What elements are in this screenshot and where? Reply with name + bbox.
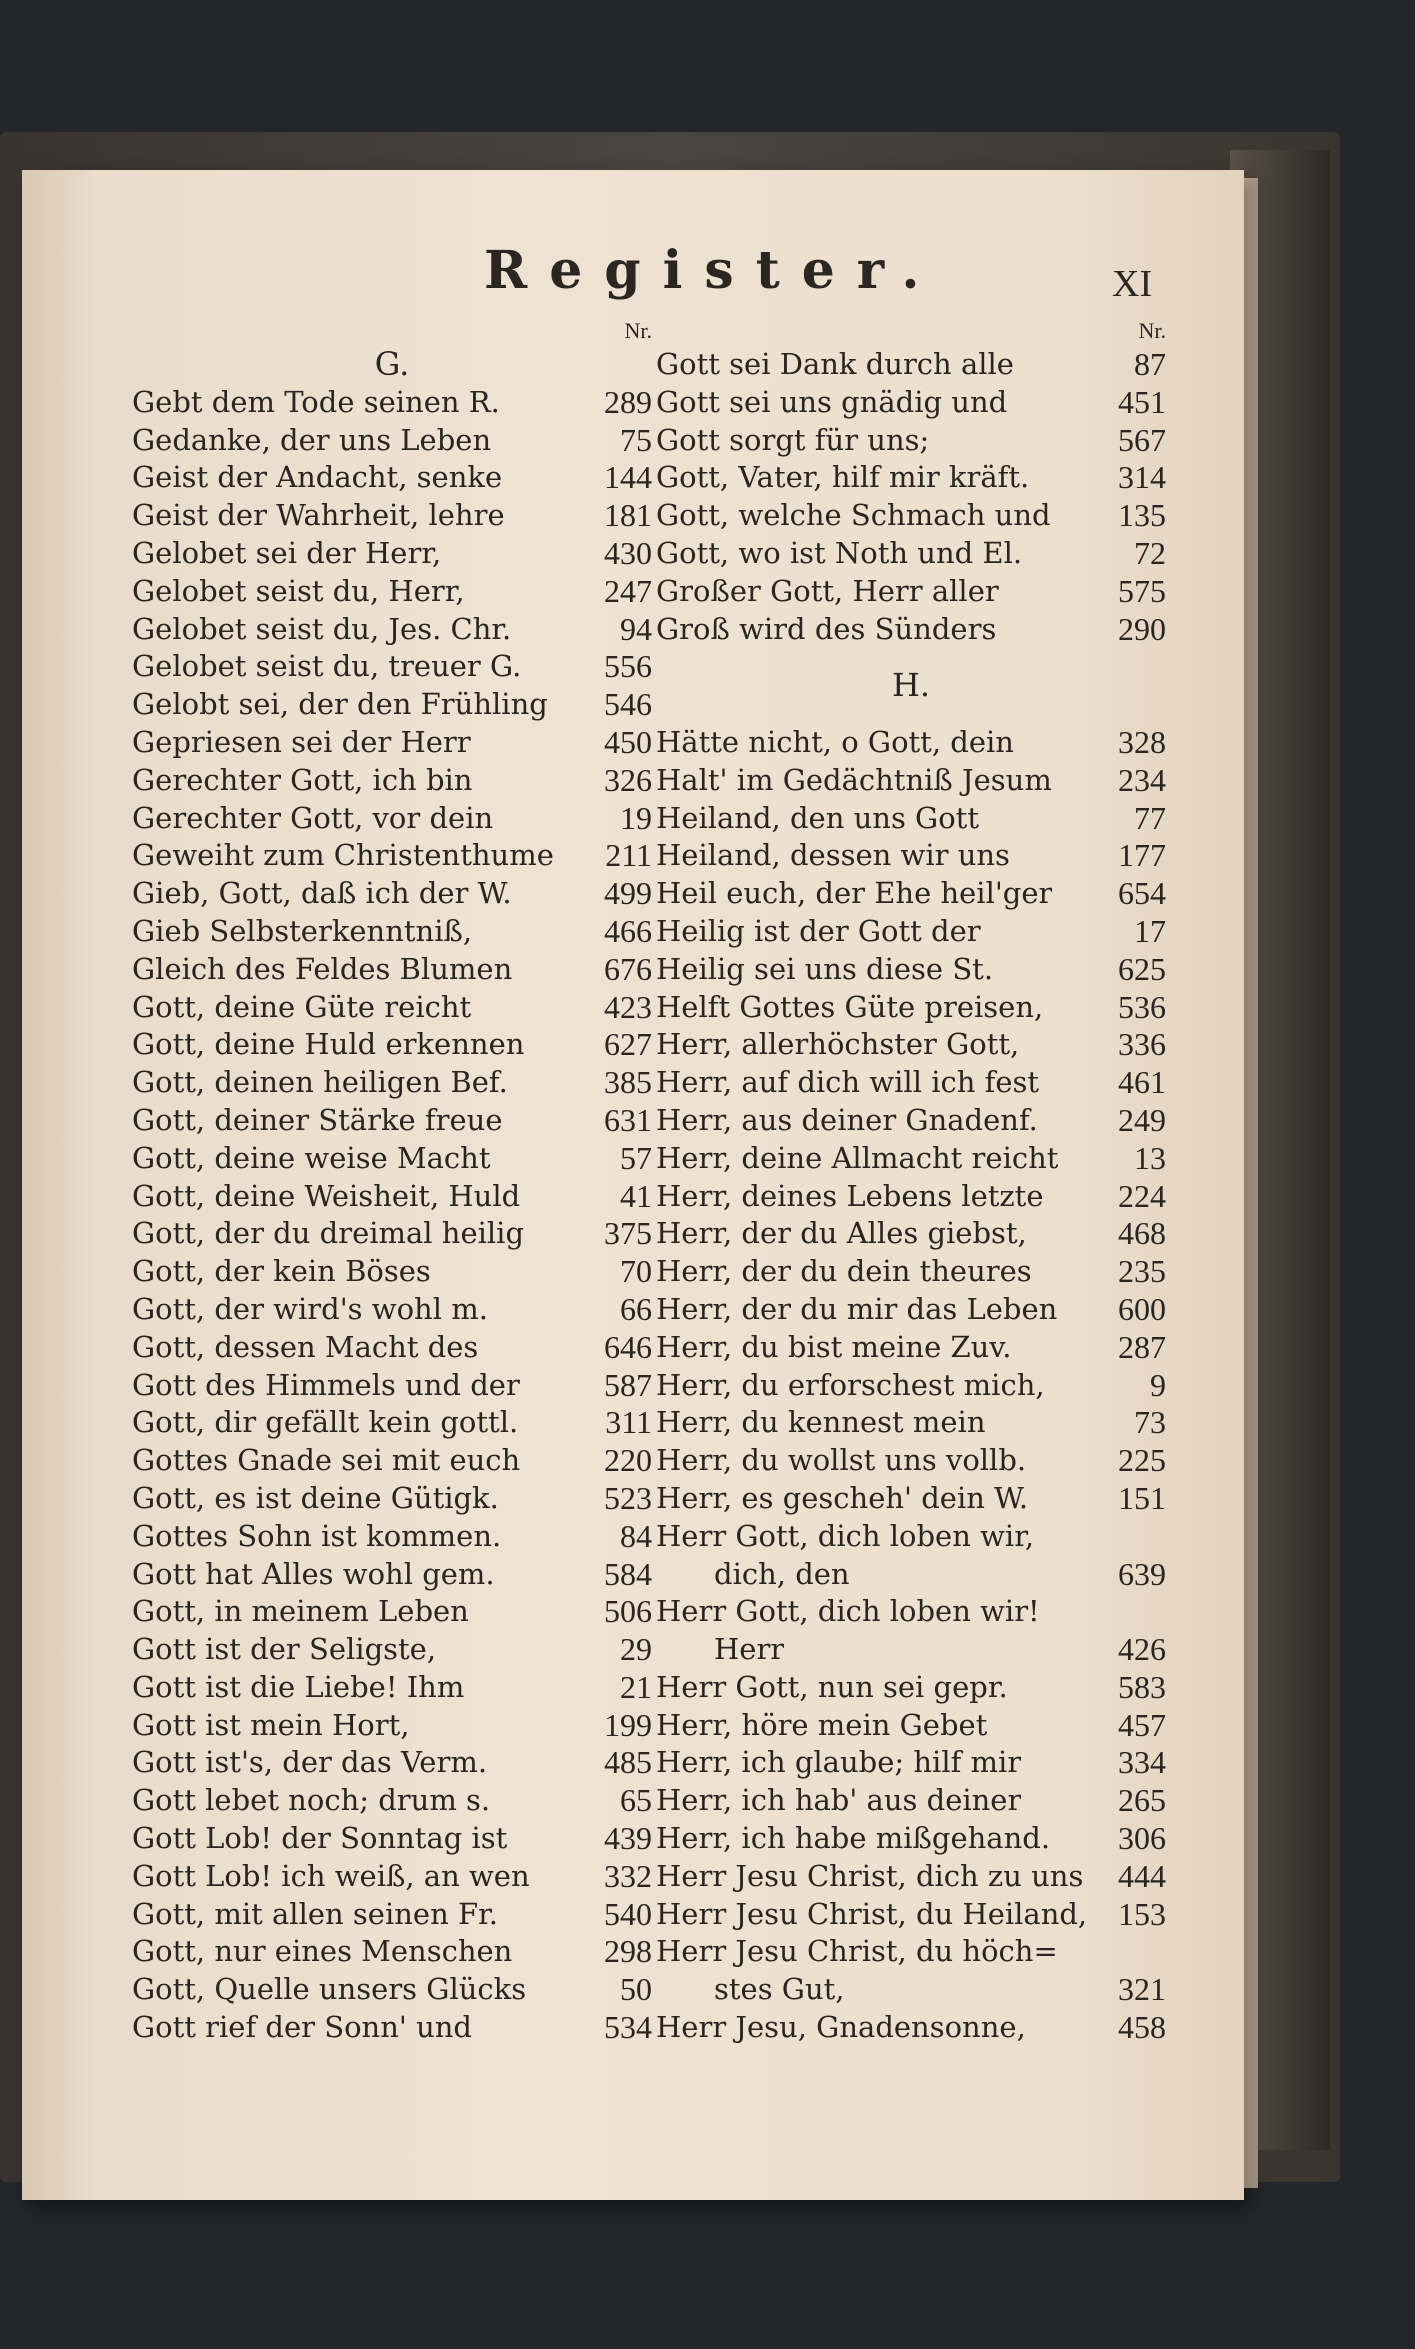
index-entry	[656, 611, 1166, 649]
index-entry	[132, 1291, 652, 1329]
entry-title: Herr, ich habe mißgehand.	[656, 1821, 1051, 1856]
index-entry	[132, 1215, 652, 1253]
entry-title: Gerechter Gott, ich bin	[132, 762, 473, 797]
entry-title: Gott ist die Liebe! Ihm	[132, 1669, 465, 1704]
entry-title: Heiland, dessen wir uns	[656, 838, 1010, 873]
entry-title: Gott, der du dreimal heilig	[132, 1216, 525, 1251]
entry-title: Herr Gott, dich loben wir!	[656, 1594, 1040, 1629]
entry-number: 423	[604, 988, 652, 1025]
entry-title: Gott, wo ist Noth und El.	[656, 535, 1023, 570]
left-column	[132, 318, 652, 2047]
index-entry	[132, 1026, 652, 1064]
entry-number: 249	[1118, 1101, 1166, 1138]
entry-number: 430	[604, 534, 652, 571]
entry-number: 444	[1118, 1857, 1166, 1894]
entry-number: 332	[604, 1857, 652, 1894]
index-entry	[132, 1782, 652, 1820]
entry-title: Geist der Wahrheit, lehre	[132, 498, 505, 533]
entry-title: Gott, Quelle unsers Glücks	[132, 1972, 527, 2007]
index-entry	[656, 989, 1166, 1027]
entry-number: 506	[604, 1593, 652, 1630]
entry-title: Heilig sei uns diese St.	[656, 951, 994, 986]
entry-title: Gott, deine Weisheit, Huld	[132, 1178, 521, 1213]
entry-number: 426	[1118, 1631, 1166, 1668]
index-entry	[132, 384, 652, 422]
entry-number: 220	[604, 1442, 652, 1479]
index-entry	[656, 837, 1166, 875]
entry-number: 234	[1118, 761, 1166, 798]
entry-number: 450	[604, 723, 652, 760]
entry-number: 153	[1118, 1895, 1166, 1932]
entry-title: Herr, höre mein Gebet	[656, 1707, 988, 1742]
entry-number: 87	[1134, 346, 1166, 382]
entry-title: Gelobet seist du, treuer G.	[132, 649, 522, 684]
right-column	[656, 318, 1166, 2047]
entry-number: 177	[1118, 837, 1166, 874]
entry-title: Herr Jesu Christ, dich zu uns	[656, 1858, 1084, 1893]
entry-title: Großer Gott, Herr aller	[656, 573, 999, 608]
entry-number: 639	[1118, 1555, 1166, 1592]
entry-number: 485	[604, 1744, 652, 1781]
index-entry	[656, 1896, 1166, 1934]
entry-number: 676	[604, 950, 652, 987]
entry-number: 57	[620, 1139, 652, 1176]
entry-number: 321	[1118, 1971, 1166, 2008]
index-entry	[656, 724, 1166, 762]
entry-number: 600	[1118, 1290, 1166, 1327]
index-entry	[132, 686, 652, 724]
index-entry	[656, 1669, 1166, 1707]
index-entry	[656, 1971, 1166, 2009]
index-entry	[656, 1367, 1166, 1405]
entry-title: Hätte nicht, o Gott, dein	[656, 724, 1014, 759]
index-entry	[132, 1404, 652, 1442]
entry-title: Herr, ich glaube; hilf mir	[656, 1745, 1022, 1780]
entry-title: Herr, der du Alles giebst,	[656, 1216, 1027, 1251]
index-entry	[132, 1971, 652, 2009]
entry-title: Herr, es gescheh' dein W.	[656, 1480, 1029, 1515]
index-entry	[132, 535, 652, 573]
entry-title: Gott, deiner Stärke freue	[132, 1102, 503, 1137]
entry-number: 84	[620, 1517, 652, 1554]
entry-title: Herr, du wollst uns vollb.	[656, 1443, 1027, 1478]
entry-title: Gott sorgt für uns;	[656, 422, 930, 457]
entry-title: Gott sei uns gnädig und	[656, 384, 1008, 419]
entry-title: Gottes Sohn ist kommen.	[132, 1518, 502, 1553]
section-heading: H.	[891, 666, 931, 705]
entry-number: 199	[604, 1706, 652, 1743]
entry-title: Gottes Gnade sei mit euch	[132, 1443, 521, 1478]
entry-title: Gott rief der Sonn' und	[132, 2010, 472, 2045]
index-entry	[656, 1707, 1166, 1745]
entry-title: Gott sei Dank durch alle	[656, 347, 1014, 381]
index-entry	[132, 1593, 652, 1631]
index-entry	[656, 913, 1166, 951]
index-entry	[656, 535, 1166, 573]
entry-number: 306	[1118, 1820, 1166, 1857]
entry-title: Gelobet seist du, Herr,	[132, 573, 465, 608]
entry-title: Gelobt sei, der den Frühling	[132, 687, 548, 722]
entry-title: Gott, deinen heiligen Bef.	[132, 1065, 508, 1100]
index-entry	[132, 1820, 652, 1858]
index-entry	[132, 913, 652, 951]
entry-title: Gott, deine Huld erkennen	[132, 1027, 525, 1062]
entry-number: 654	[1118, 875, 1166, 912]
entry-title: Gott Lob! der Sonntag ist	[132, 1821, 508, 1856]
entry-number: 21	[620, 1668, 652, 1705]
index-entry	[656, 2009, 1166, 2047]
index-entry	[656, 1064, 1166, 1102]
entry-title: Gott Lob! ich weiß, an wen	[132, 1858, 530, 1893]
entry-title: Gott, dessen Macht des	[132, 1329, 479, 1364]
entry-number: 336	[1118, 1026, 1166, 1063]
index-entry	[132, 1744, 652, 1782]
entry-number: 75	[620, 421, 652, 458]
index-entry	[656, 1102, 1166, 1140]
entry-number: 584	[604, 1555, 652, 1592]
entry-number: 314	[1118, 459, 1166, 496]
index-entry	[656, 1178, 1166, 1216]
index-entry	[656, 875, 1166, 913]
entry-number: 499	[604, 875, 652, 912]
index-entry	[656, 422, 1166, 460]
index-entry	[132, 1707, 652, 1745]
entry-title: Herr, der du mir das Leben	[656, 1291, 1058, 1326]
entries-h	[656, 724, 1166, 2047]
page-stack-edge	[1244, 178, 1258, 2188]
index-entry	[132, 1518, 652, 1556]
index-entry	[656, 1556, 1166, 1594]
index-entry	[656, 1782, 1166, 1820]
entry-title: Groß wird des Sünders	[656, 611, 997, 646]
entry-number: 50	[620, 1971, 652, 2008]
entry-number: 567	[1118, 421, 1166, 458]
entry-title: Gott, nur eines Menschen	[132, 1934, 513, 1969]
entry-number: 540	[604, 1895, 652, 1932]
entry-title: Herr	[714, 1632, 785, 1667]
index-entry	[132, 1367, 652, 1405]
entry-number: 135	[1118, 497, 1166, 534]
entry-title: Herr, deine Allmacht reicht	[656, 1140, 1059, 1175]
index-entry	[656, 1480, 1166, 1518]
entry-number: 631	[604, 1101, 652, 1138]
entry-title: Herr Jesu, Gnadensonne,	[656, 2010, 1026, 2045]
entry-title: Heilig ist der Gott der	[656, 913, 981, 948]
entry-number: 461	[1118, 1064, 1166, 1101]
entry-number: 77	[1134, 799, 1166, 836]
entry-number: 556	[604, 648, 652, 685]
entry-number: 289	[604, 383, 652, 420]
index-entry	[132, 1329, 652, 1367]
entry-title: Herr, der du dein theures	[656, 1254, 1032, 1289]
entry-number: 41	[620, 1177, 652, 1214]
index-entry	[132, 762, 652, 800]
nr-label: Nr.	[1138, 318, 1166, 343]
entry-number: 235	[1118, 1253, 1166, 1290]
index-entry	[132, 1102, 652, 1140]
entry-title: Gott, deine Güte reicht	[132, 989, 472, 1024]
index-entry	[656, 1631, 1166, 1669]
entry-number: 29	[620, 1631, 652, 1668]
index-entry	[656, 1744, 1166, 1782]
index-entry	[656, 384, 1166, 422]
index-entry	[656, 1215, 1166, 1253]
index-entry	[656, 573, 1166, 611]
entry-number: 326	[604, 761, 652, 798]
index-entry	[132, 422, 652, 460]
entry-number: 534	[604, 2009, 652, 2046]
entry-number: 265	[1118, 1782, 1166, 1819]
entry-number: 65	[620, 1782, 652, 1819]
page-title: Register.	[484, 240, 942, 301]
entry-number: 151	[1118, 1479, 1166, 1516]
entry-title: Gott, dir gefällt kein gottl.	[132, 1405, 519, 1440]
entry-number: 287	[1118, 1328, 1166, 1365]
entry-title: Geist der Andacht, senke	[132, 460, 503, 495]
entry-title: Herr, ich hab' aus deiner	[656, 1783, 1022, 1818]
index-entry	[656, 762, 1166, 800]
index-entry	[132, 1480, 652, 1518]
index-entry	[656, 1404, 1166, 1442]
entry-number: 458	[1118, 2009, 1166, 2046]
entry-title: Gott ist's, der das Verm.	[132, 1745, 488, 1780]
entry-number: 625	[1118, 950, 1166, 987]
entry-title: Geweiht zum Christenthume	[132, 838, 554, 873]
index-entry	[132, 875, 652, 913]
entry-number: 466	[604, 912, 652, 949]
entry-number: 385	[604, 1064, 652, 1101]
entry-title: Halt' im Gedächtniß Jesum	[656, 762, 1052, 797]
entry-number: 587	[604, 1366, 652, 1403]
entry-title: Gott, der wird's wohl m.	[132, 1291, 488, 1326]
entry-title: Gieb Selbsterkenntniß,	[132, 913, 473, 948]
entry-number: 19	[620, 799, 652, 836]
index-entry	[132, 2009, 652, 2047]
index-entry	[656, 1026, 1166, 1064]
entry-title: Herr, deines Lebens letzte	[656, 1178, 1044, 1213]
index-entry	[132, 989, 652, 1027]
entry-number: 224	[1118, 1177, 1166, 1214]
entry-title: Herr Gott, dich loben wir,	[656, 1518, 1035, 1553]
index-entry	[656, 951, 1166, 989]
index-entry	[656, 346, 1166, 384]
section-heading: G.	[374, 345, 410, 383]
entries-g	[656, 346, 1166, 648]
entry-title: Gedanke, der uns Leben	[132, 422, 492, 457]
entry-title: Gott, Vater, hilf mir kräft.	[656, 460, 1030, 495]
entry-title: Herr Jesu Christ, du höch=	[656, 1934, 1058, 1969]
entry-number: 17	[1134, 912, 1166, 949]
entry-title: Gott, in meinem Leben	[132, 1594, 469, 1629]
page-number: XI	[1112, 263, 1153, 305]
entry-title: Heiland, den uns Gott	[656, 800, 979, 835]
entry-title: Herr, du erforschest mich,	[656, 1367, 1045, 1402]
entry-title: Gott ist mein Hort,	[132, 1707, 410, 1742]
entry-number: 457	[1118, 1706, 1166, 1743]
index-entry	[132, 1669, 652, 1707]
entry-number: 523	[604, 1479, 652, 1516]
index-entry	[656, 1518, 1166, 1556]
entry-title: Herr, du kennest mein	[656, 1405, 986, 1440]
index-entry	[656, 1442, 1166, 1480]
entry-number: 546	[604, 686, 652, 723]
entry-title: Gott, mit allen seinen Fr.	[132, 1896, 498, 1931]
index-entry	[132, 1064, 652, 1102]
index-entry	[132, 800, 652, 838]
entry-title: Herr, auf dich will ich fest	[656, 1065, 1040, 1100]
entry-number: 9	[1150, 1366, 1166, 1403]
entry-number: 334	[1118, 1744, 1166, 1781]
index-entry	[656, 459, 1166, 497]
index-entry	[132, 1933, 652, 1971]
entry-title: stes Gut,	[714, 1972, 845, 2007]
index-entry	[132, 497, 652, 535]
index-entry	[656, 1140, 1166, 1178]
entry-title: Gebt dem Tode seinen R.	[132, 384, 500, 419]
entry-number: 13	[1134, 1139, 1166, 1176]
nr-label: Nr.	[624, 318, 652, 343]
entry-title: Gelobet sei der Herr,	[132, 535, 442, 570]
entry-number: 328	[1118, 723, 1166, 760]
index-entry	[132, 459, 652, 497]
entry-number: 144	[604, 459, 652, 496]
entry-title: Gott hat Alles wohl gem.	[132, 1556, 495, 1591]
index-entry	[132, 724, 652, 762]
entry-number: 451	[1118, 383, 1166, 420]
entry-number: 73	[1134, 1404, 1166, 1441]
index-entry	[656, 1820, 1166, 1858]
index-entry	[656, 1329, 1166, 1367]
entry-title: Gepriesen sei der Herr	[132, 724, 471, 759]
entry-title: Herr, aus deiner Gnadenf.	[656, 1102, 1038, 1137]
index-entry	[132, 648, 652, 686]
index-entry	[656, 497, 1166, 535]
entry-title: Gerechter Gott, vor dein	[132, 800, 494, 835]
entry-number: 575	[1118, 572, 1166, 609]
index-entry	[132, 573, 652, 611]
entry-number: 311	[605, 1404, 652, 1441]
entry-title: Gleich des Feldes Blumen	[132, 951, 513, 986]
index-entry	[132, 1140, 652, 1178]
entry-number: 66	[620, 1290, 652, 1327]
index-entry	[132, 1178, 652, 1216]
entry-title: Herr, du bist meine Zuv.	[656, 1329, 1012, 1364]
index-entry	[132, 1442, 652, 1480]
index-entry	[656, 800, 1166, 838]
entry-title: Helft Gottes Güte preisen,	[656, 989, 1044, 1024]
index-entry	[132, 951, 652, 989]
index-entry	[656, 1933, 1166, 1971]
index-entry	[132, 1896, 652, 1934]
entry-number: 211	[605, 837, 652, 874]
entry-title: Gott, es ist deine Gütigk.	[132, 1480, 499, 1515]
entry-number: 94	[620, 610, 652, 647]
index-entry	[132, 837, 652, 875]
entry-number: 225	[1118, 1442, 1166, 1479]
entry-number: 72	[1134, 534, 1166, 571]
entry-title: Gott des Himmels und der	[132, 1367, 520, 1402]
entry-title: Heil euch, der Ehe heil'ger	[656, 876, 1053, 911]
entry-title: Herr Gott, nun sei gepr.	[656, 1669, 1008, 1704]
index-entry	[656, 1253, 1166, 1291]
entry-number: 298	[604, 1933, 652, 1970]
entry-title: Gott lebet noch; drum s.	[132, 1783, 491, 1818]
entry-title: Gott, welche Schmach und	[656, 498, 1051, 533]
index-entry	[656, 1291, 1166, 1329]
entry-number: 583	[1118, 1668, 1166, 1705]
entry-number: 536	[1118, 988, 1166, 1025]
entry-number: 375	[604, 1215, 652, 1252]
entry-title: Gott, der kein Böses	[132, 1254, 431, 1289]
index-entry	[132, 1253, 652, 1291]
entry-title: Gott, deine weise Macht	[132, 1140, 491, 1175]
entry-title: Gieb, Gott, daß ich der W.	[132, 876, 512, 911]
entry-title: Gelobet seist du, Jes. Chr.	[132, 611, 512, 646]
entry-number: 290	[1118, 610, 1166, 647]
index-entry	[132, 1556, 652, 1594]
index-entry	[132, 1858, 652, 1896]
entry-title: dich, den	[714, 1556, 850, 1591]
entry-number: 70	[620, 1253, 652, 1290]
entry-number: 468	[1118, 1215, 1166, 1252]
index-entry	[132, 1631, 652, 1669]
entry-number: 439	[604, 1820, 652, 1857]
entry-title: Gott ist der Seligste,	[132, 1632, 437, 1667]
entry-number: 247	[604, 572, 652, 609]
index-entry	[656, 1593, 1166, 1631]
entry-title: Herr Jesu Christ, du Heiland,	[656, 1896, 1088, 1931]
entry-number: 181	[604, 497, 652, 534]
index-entry	[656, 1858, 1166, 1896]
entry-number: 627	[604, 1026, 652, 1063]
index-entry	[132, 611, 652, 649]
entry-number: 646	[604, 1328, 652, 1365]
entry-title: Herr, allerhöchster Gott,	[656, 1027, 1020, 1062]
